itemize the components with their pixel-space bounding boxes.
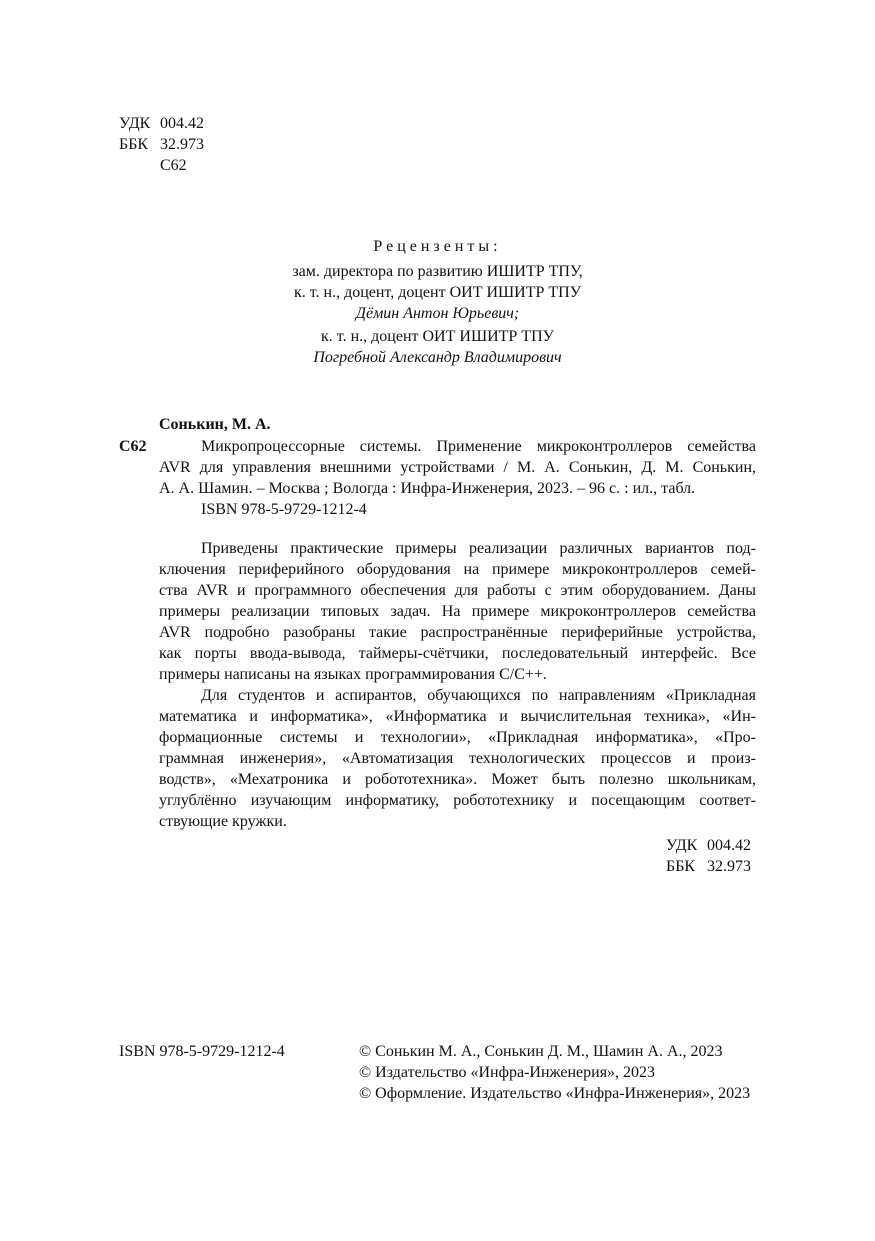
abstract-line: водств», «Мехатроника и робототехника». Может быть полезно школьникам, bbox=[159, 771, 756, 788]
bbk-row bbox=[666, 857, 751, 878]
abstract-line: ключения периферийного оборудования на примере микроконтроллеров семей- bbox=[159, 561, 756, 578]
biblio-line: А. А. Шамин. – Москва ; Вологда : Инфра-Инженерия, 2023. – 96 с. : ил., табл. bbox=[159, 480, 696, 497]
udk-value: 004.42 bbox=[160, 115, 204, 132]
author-mark: С62 bbox=[160, 157, 187, 174]
udk-label: УДК bbox=[119, 115, 151, 132]
abstract-line: граммная инженерия», «Автоматизация технологических процессов и произ- bbox=[159, 750, 756, 767]
copyright-line: © Издательство «Инфра-Инженерия», 2023 bbox=[359, 1064, 656, 1081]
abstract-line: Для студентов и аспирантов, обучающихся по направлениям «Прикладная bbox=[201, 687, 756, 704]
bbk-label: ББК bbox=[666, 858, 696, 875]
bbk-row bbox=[119, 135, 204, 156]
reviewer1-position: зам. директора по развитию ИШИТР ТПУ, bbox=[292, 263, 583, 280]
abstract-line: Приведены практические примеры реализации различных вариантов под- bbox=[201, 540, 756, 557]
top-classification bbox=[119, 114, 204, 177]
udk-value: 004.42 bbox=[707, 837, 751, 854]
abstract-line: примеры реализации типовых задач. На примере микроконтроллеров семейства bbox=[159, 603, 756, 620]
reviewer2-degree: к. т. н., доцент ОИТ ИШИТР ТПУ bbox=[321, 328, 554, 345]
record-isbn: ISBN 978-5-9729-1212-4 bbox=[201, 501, 367, 518]
abstract-line: формационные системы и технологии», «Прикладная информатика», «Про- bbox=[159, 729, 756, 746]
record-author: Сонькин, М. А. bbox=[159, 416, 271, 433]
abstract-line: углублённо изучающим информатику, робототехнику и посещающим соответ- bbox=[159, 792, 756, 809]
abstract-line: AVR подробно разобраны такие распространённые периферийные устройства, bbox=[159, 624, 756, 641]
copyright-block bbox=[359, 1042, 750, 1105]
udk-row bbox=[119, 114, 204, 135]
reviewer2-name: Погребной Александр Владимирович bbox=[313, 349, 562, 366]
reviewers-heading: Рецензенты: bbox=[373, 238, 502, 255]
abstract-line: примеры написаны на языках программирования С/С++. bbox=[159, 666, 547, 683]
biblio-line: Микропроцессорные системы. Применение микроконтроллеров семейства bbox=[201, 438, 756, 455]
abstract-line: ствующие кружки. bbox=[159, 813, 287, 830]
reviewer1-name: Дёмин Антон Юрьевич; bbox=[355, 305, 520, 322]
bibliographic-description bbox=[159, 437, 756, 521]
abstract-line: ства AVR и программного обеспечения для работы с этим оборудованием. Даны bbox=[159, 582, 756, 599]
abstract-line: математика и информатика», «Информатика и вычислительная техника», «Ин- bbox=[159, 708, 756, 725]
copyright-line: © Сонькин М. А., Сонькин Д. М., Шамин А. А., 2023 bbox=[359, 1043, 723, 1060]
bbk-value: 32.973 bbox=[160, 136, 204, 153]
reviewer1-degree: к. т. н., доцент, доцент ОИТ ИШИТР ТПУ bbox=[293, 284, 582, 301]
udk-label: УДК bbox=[666, 837, 698, 854]
bottom-classification bbox=[666, 836, 751, 878]
bbk-value: 32.973 bbox=[707, 858, 751, 875]
biblio-line: AVR для управления внешними устройствами / М. А. Сонькин, Д. М. Сонькин, bbox=[159, 459, 756, 476]
udk-row bbox=[666, 836, 751, 857]
abstract bbox=[159, 539, 756, 833]
reviewers-block bbox=[180, 237, 695, 369]
copyright-line: © Оформление. Издательство «Инфра-Инженерия», 2023 bbox=[359, 1085, 751, 1102]
footer-isbn: ISBN 978-5-9729-1212-4 bbox=[119, 1043, 285, 1060]
bbk-label: ББК bbox=[119, 136, 149, 153]
record-code: С62 bbox=[119, 438, 147, 455]
abstract-line: как порты ввода-вывода, таймеры-счётчики, последовательный интерфейс. Все bbox=[159, 645, 756, 662]
